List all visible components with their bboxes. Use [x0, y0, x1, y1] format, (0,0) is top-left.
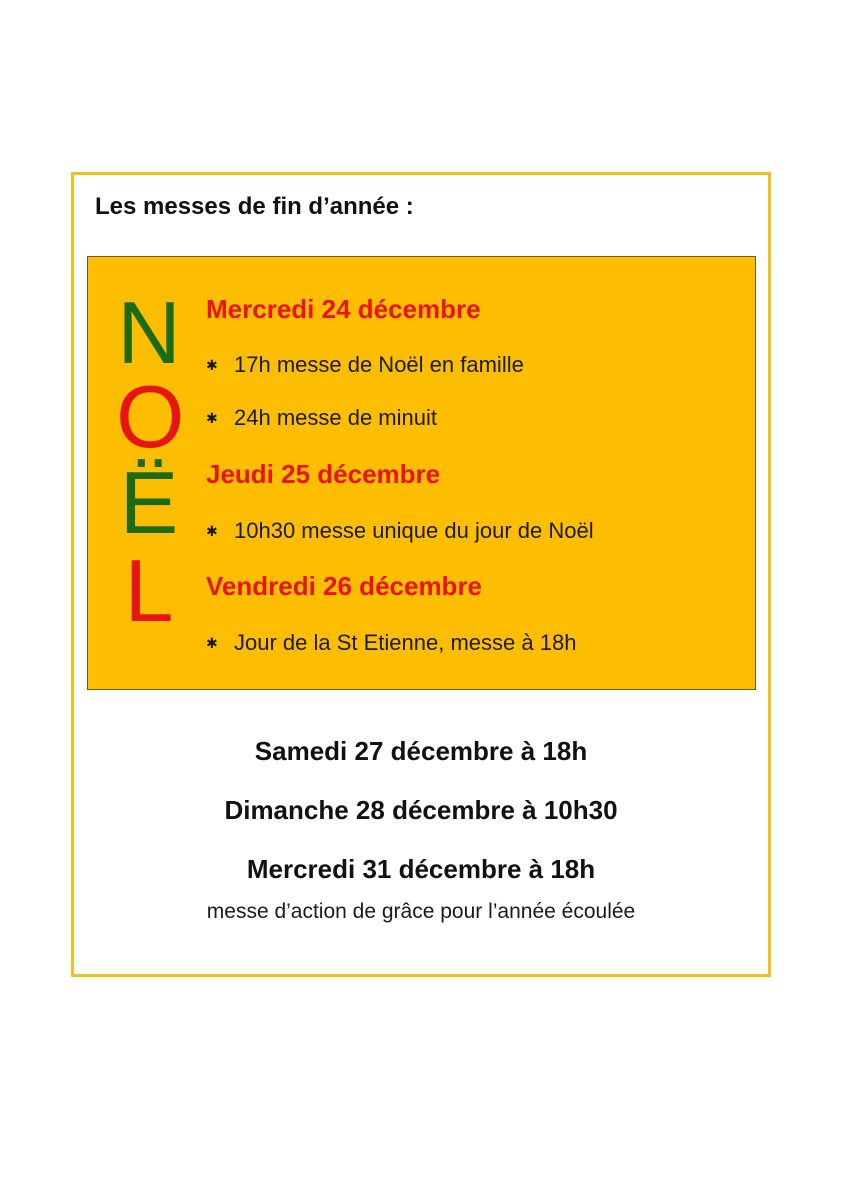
page-title: Les messes de fin d’année :	[95, 193, 414, 220]
mass-schedule-line: Mercredi 31 décembre à 18h	[246, 854, 596, 884]
bullet-icon: ✱	[206, 634, 218, 651]
list-item-text: 24h messe de minuit	[234, 405, 437, 430]
mass-schedule-line: Samedi 27 décembre à 18h	[254, 736, 588, 766]
list-item	[206, 352, 524, 378]
day-title: Vendredi 26 décembre	[206, 571, 483, 601]
list-item	[206, 630, 576, 656]
bullet-icon: ✱	[206, 356, 218, 373]
noel-letter-o: O	[116, 367, 185, 466]
list-item-text: Jour de la St Etienne, messe à 18h	[234, 630, 577, 655]
mass-note: messe d’action de grâce pour l’année écoulée	[206, 900, 636, 923]
bullet-icon: ✱	[206, 409, 218, 426]
list-item	[206, 405, 437, 431]
list-item-text: 10h30 messe unique du jour de Noël	[234, 518, 594, 543]
list-item-text: 17h messe de Noël en famille	[234, 352, 524, 377]
noel-letter-n: N	[117, 283, 181, 382]
list-item	[206, 518, 594, 544]
day-title: Jeudi 25 décembre	[206, 459, 441, 489]
noel-letter-l: L	[124, 541, 174, 640]
noel-letter-e: Ë	[119, 453, 179, 552]
mass-schedule-line: Dimanche 28 décembre à 10h30	[224, 795, 618, 825]
bullet-icon: ✱	[206, 522, 218, 539]
day-title: Mercredi 24 décembre	[206, 294, 481, 324]
